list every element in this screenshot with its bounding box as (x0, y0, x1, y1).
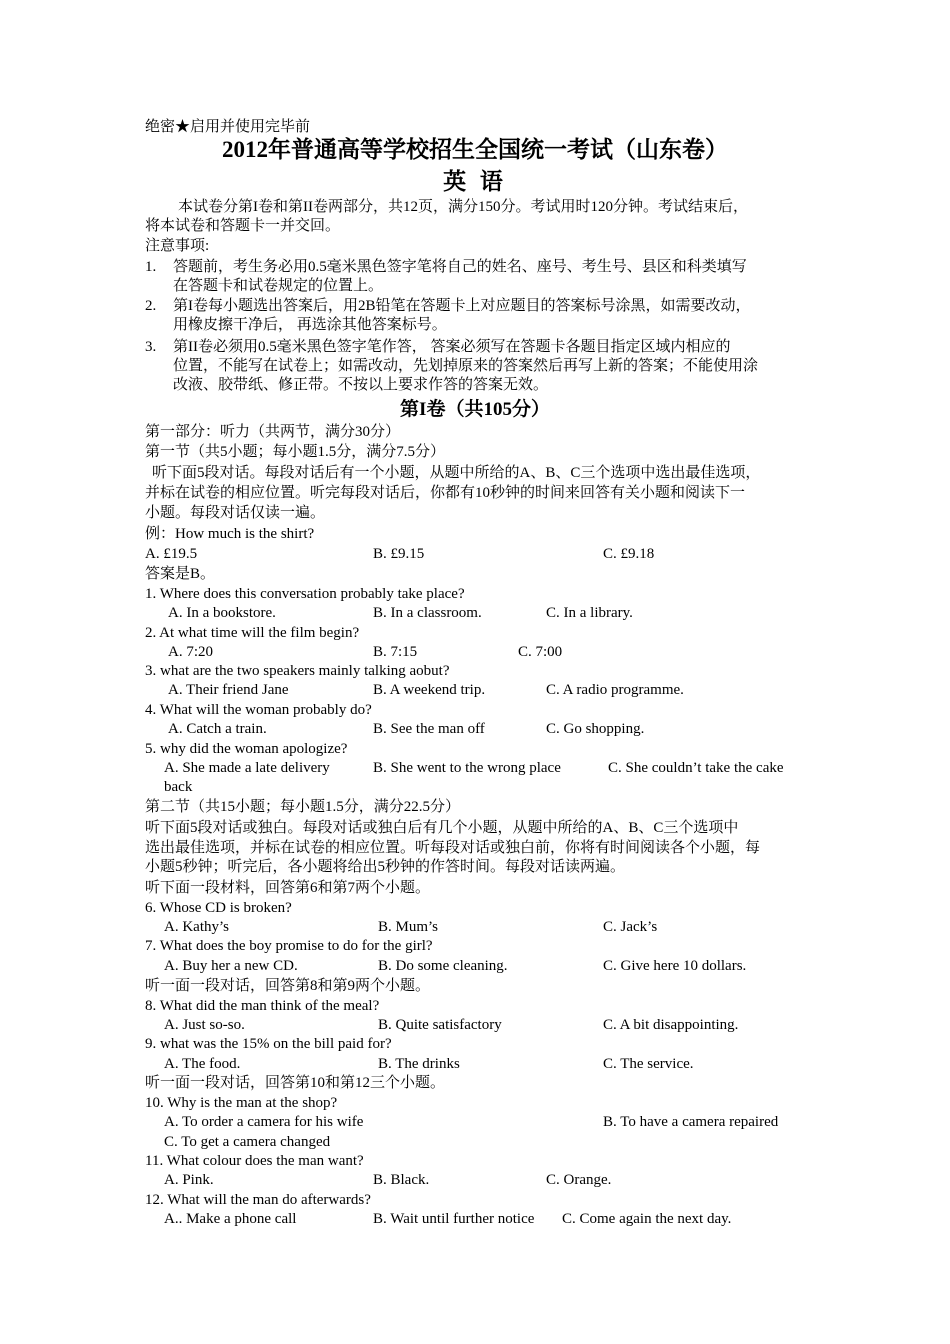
option-a: A.. Make a phone call (164, 1211, 297, 1227)
option-c: C. Come again the next day. (562, 1211, 732, 1227)
intro-line: 本试卷分第I卷和第II卷两部分，共12页，满分150分。考试用时120分钟。考试结束后， (178, 199, 748, 215)
part-heading: 第一部分：听力（共两节，满分30分） (145, 424, 401, 440)
option-c: C. The service. (603, 1056, 694, 1072)
question: 9. what was the 15% on the bill paid for? (145, 1036, 392, 1052)
option-c: C. A bit disappointing. (603, 1017, 739, 1033)
option-a: A. 7:20 (168, 644, 213, 660)
exam-title: 2012年普通高等学校招生全国统一考试（山东卷） (222, 137, 728, 162)
option-c-continued: back (164, 779, 193, 795)
option-b: B. 7:15 (373, 644, 418, 660)
question: 5. why did the woman apologize? (145, 741, 348, 757)
option-b: B. A weekend trip. (373, 682, 486, 698)
section-title: 第I卷（共105分） (400, 399, 550, 420)
note-text: 用橡皮擦干净后， 再选涂其他答案标号。 (173, 317, 447, 333)
question: 11. What colour does the man want? (145, 1153, 364, 1169)
option-a: A. Buy her a new CD. (164, 958, 298, 974)
note-text: 答题前，考生务必用0.5毫米黑色签字笔将自己的姓名、座号、考生号、县区和科类填写 (173, 259, 747, 275)
example-option: B. £9.15 (373, 546, 425, 562)
option-c: C. Orange. (546, 1172, 612, 1188)
example-option: A. £19.5 (145, 546, 198, 562)
note-text: 第II卷必须用0.5毫米黑色签字笔作答， 答案必须写在答题卡各题目指定区域内相应的 (173, 339, 731, 355)
option-b: B. Black. (373, 1172, 430, 1188)
option-a: A. Just so-so. (164, 1017, 245, 1033)
option-c: C. 7:00 (518, 644, 563, 660)
option-a: A. Their friend Jane (168, 682, 289, 698)
option-a: A. Kathy’s (164, 919, 229, 935)
option-c: C. She couldn’t take the cake (608, 760, 784, 776)
note-number: 1. (145, 259, 157, 275)
instruction-line: 并标在试卷的相应位置。听完每段对话后，你都有10秒钟的时间来回答有关小题和阅读下一 (145, 485, 746, 501)
secret-label: 绝密★启用并使用完毕前 (145, 119, 311, 135)
option-c: C. In a library. (546, 605, 633, 621)
option-a: A. She made a late delivery (164, 760, 330, 776)
question: 12. What will the man do afterwards? (145, 1192, 371, 1208)
question: 6. Whose CD is broken? (145, 900, 292, 916)
instruction-line: 听下面5段对话或独白。每段对话或独白后有几个小题，从题中所给的A、B、C三个选项中 (145, 820, 739, 836)
option-b: B. To have a camera repaired (603, 1114, 779, 1130)
group-heading: 听一面一段对话，回答第8和第9两个小题。 (145, 978, 431, 994)
group-heading: 听一面一段对话，回答第10和第12三个小题。 (145, 1075, 446, 1091)
example-question: 例：How much is the shirt? (145, 526, 315, 542)
option-a: A. To order a camera for his wife (164, 1114, 364, 1130)
option-a: A. In a bookstore. (168, 605, 276, 621)
option-b: B. Wait until further notice (373, 1211, 535, 1227)
notice-title: 注意事项: (145, 238, 210, 254)
question: 8. What did the man think of the meal? (145, 998, 380, 1014)
note-number: 2. (145, 298, 157, 314)
option-b: B. In a classroom. (373, 605, 482, 621)
option-c: C. Go shopping. (546, 721, 645, 737)
note-text: 改液、胶带纸、修正带。不按以上要求作答的答案无效。 (173, 377, 549, 393)
option-b: B. The drinks (378, 1056, 460, 1072)
question: 1. Where does this conversation probably take place? (145, 586, 465, 602)
example-option: C. £9.18 (603, 546, 655, 562)
subsection-heading: 第一节（共5小题；每小题1.5分，满分7.5分） (145, 444, 446, 460)
question: 10. Why is the man at the shop? (145, 1095, 338, 1111)
option-b: B. Do some cleaning. (378, 958, 508, 974)
question: 2. At what time will the film begin? (145, 625, 360, 641)
option-c: C. Jack’s (603, 919, 658, 935)
question: 3. what are the two speakers mainly talking aobut? (145, 663, 450, 679)
option-b: B. Mum’s (378, 919, 439, 935)
option-c: C. Give here 10 dollars. (603, 958, 747, 974)
instruction-line: 小题5秒钟；听完后，各小题将给出5秒钟的作答时间。每段对话读两遍。 (145, 859, 626, 875)
option-b: B. See the man off (373, 721, 485, 737)
option-c: C. A radio programme. (546, 682, 684, 698)
option-b: B. Quite satisfactory (378, 1017, 502, 1033)
instruction-line: 选出最佳选项，并标在试卷的相应位置。听每段对话或独白前，你将有时间阅读各个小题，每 (145, 840, 761, 856)
option-c: C. To get a camera changed (164, 1134, 331, 1150)
question: 7. What does the boy promise to do for the girl? (145, 938, 433, 954)
note-text: 位置，不能写在试卷上；如需改动，先划掉原来的答案然后再写上新的答案；不能使用涂 (173, 358, 759, 374)
example-answer: 答案是B。 (145, 566, 216, 582)
option-a: A. Catch a train. (168, 721, 267, 737)
option-b: B. She went to the wrong place (373, 760, 561, 776)
subject-title: 英 语 (443, 169, 507, 194)
note-text: 在答题卡和试卷规定的位置上。 (173, 278, 384, 294)
question: 4. What will the woman probably do? (145, 702, 372, 718)
instruction-line: 小题。每段对话仅读一遍。 (145, 505, 326, 521)
group-heading: 听下面一段材料，回答第6和第7两个小题。 (145, 880, 431, 896)
note-number: 3. (145, 339, 157, 355)
intro-line: 将本试卷和答题卡一并交回。 (145, 218, 341, 234)
option-a: A. The food. (164, 1056, 241, 1072)
note-text: 第I卷每小题选出答案后，用2B铅笔在答题卡上对应题目的答案标号涂黑，如需要改动， (173, 298, 751, 314)
instruction-line: 听下面5段对话。每段对话后有一个小题，从题中所给的A、B、C三个选项中选出最佳选项， (152, 465, 761, 481)
option-a: A. Pink. (164, 1172, 214, 1188)
subsection-heading: 第二节（共15小题；每小题1.5分，满分22.5分） (145, 799, 461, 815)
